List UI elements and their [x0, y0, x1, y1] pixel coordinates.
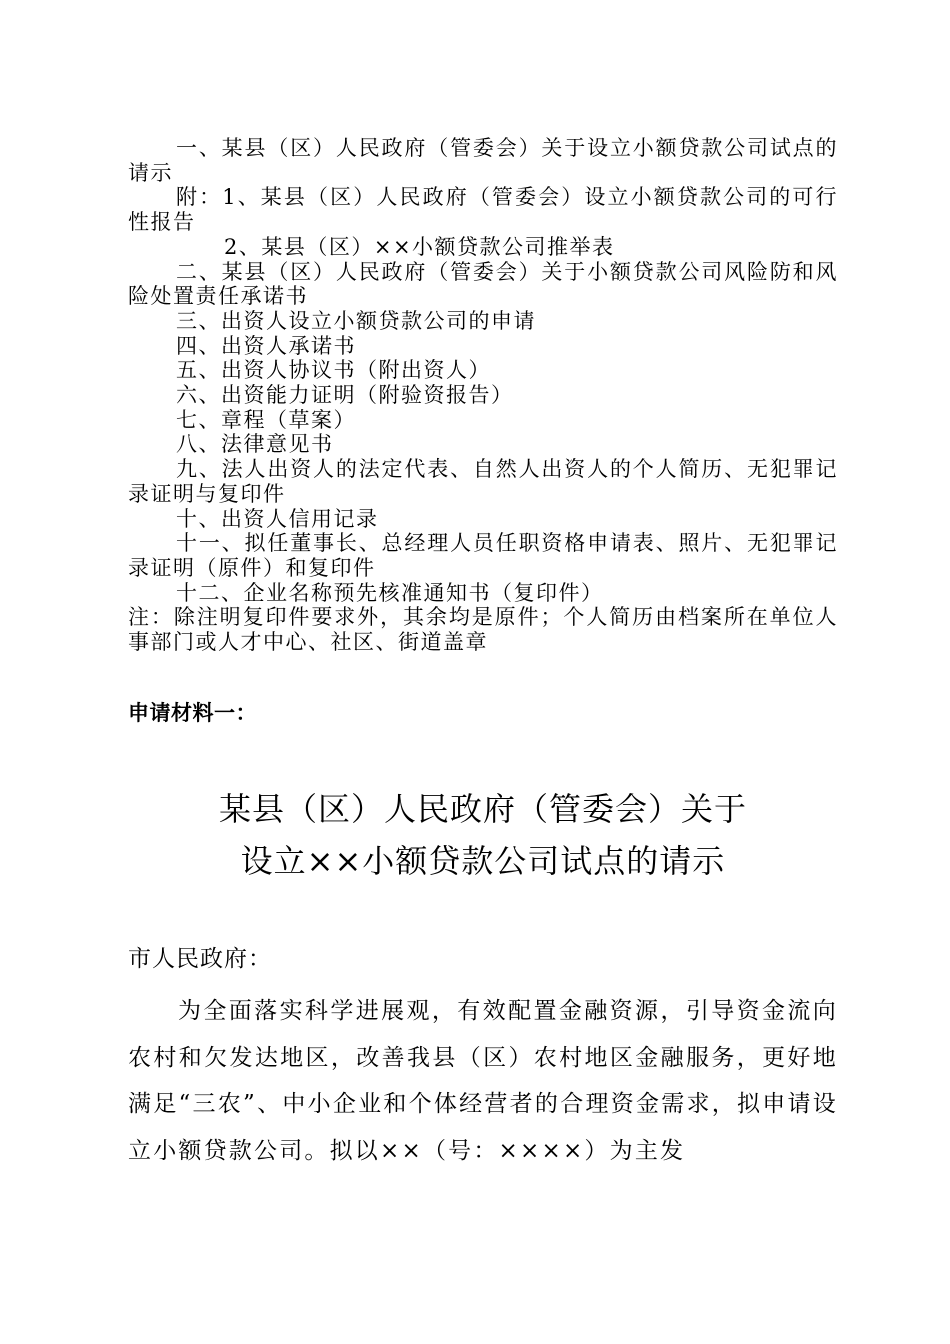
title-line-2: 设立××小额贷款公司试点的请示: [240, 842, 726, 880]
list-item: 十二、企业名称预先核准通知书（复印件）: [176, 580, 604, 605]
list-item: 八、法律意见书: [176, 432, 334, 457]
note-text: 注：除注明复印件要求外，其余均是原件；个人简历由档案所在单位人事部门或人才中心、社区、街道盖章: [128, 605, 838, 655]
title-line-1: 某县（区）人民政府（管委会）关于: [218, 790, 747, 828]
list-item: 二、某县（区）人民政府（管委会）关于小额贷款公司风险防和风险处置责任承诺书: [128, 259, 838, 309]
list-item: 十、出资人信用记录: [176, 506, 379, 531]
list-item: 三、出资人设立小额贷款公司的申请: [176, 308, 536, 333]
body-paragraph: 为全面落实科学进展观，有效配置金融资源，引导资金流向农村和欠发达地区，改善我县（区）农村地区金融服务，更好地满足“三农”、中小企业和个体经营者的合理资金需求，拟申请设立小额贷款公司。拟以××（号：××××）为主发: [128, 998, 838, 1164]
section-label: 申请材料一：: [128, 701, 257, 725]
attachment-item: 附：1、某县（区）人民政府（管委会）设立小额贷款公司的可行性报告: [128, 185, 838, 235]
list-item: 一、某县（区）人民政府（管委会）关于设立小额贷款公司试点的请示: [128, 136, 838, 185]
list-item: 四、出资人承诺书: [176, 333, 356, 358]
list-item: 十一、拟任董事长、总经理人员任职资格申请表、照片、无犯罪记录证明（原件）和复印件: [128, 531, 838, 580]
document-title: [128, 783, 838, 887]
list-item: 九、法人出资人的法定代表、自然人出资人的个人简历、无犯罪记录证明与复印件: [128, 457, 838, 506]
list-item: 五、出资人协议书（附出资人）: [176, 358, 491, 383]
attachment-item: 2、某县（区）××小额贷款公司推举表: [224, 234, 615, 259]
list-item: 七、章程（草案）: [176, 407, 356, 432]
list-item: 六、出资能力证明（附验资报告）: [176, 383, 514, 408]
materials-list: [128, 136, 838, 655]
salutation: 市人民政府：: [128, 946, 272, 972]
